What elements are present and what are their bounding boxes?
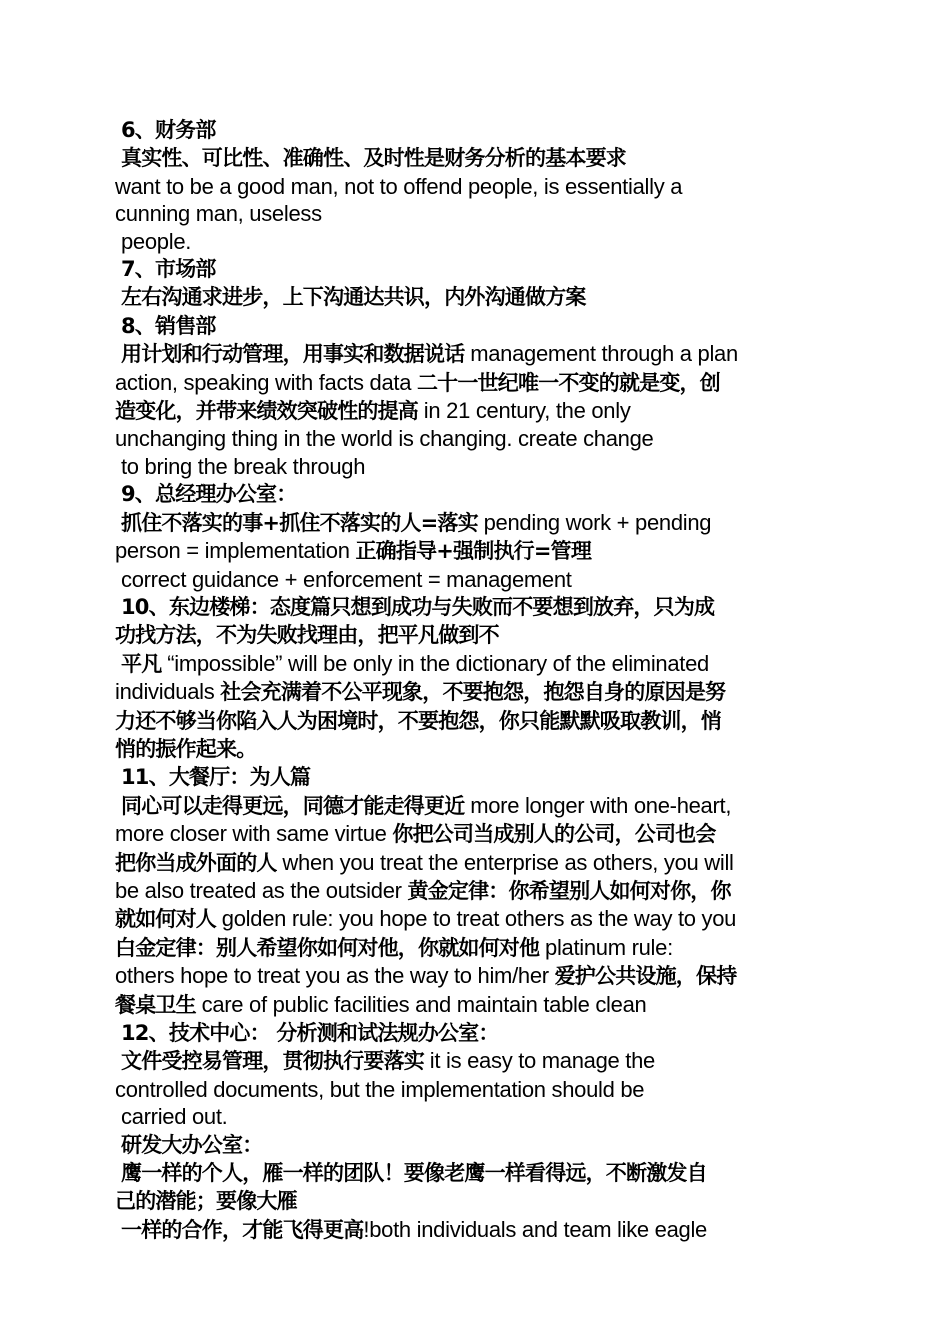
- text-segment: golden rule: you hope to treat others as the way to you: [216, 906, 737, 932]
- text-line: [115, 144, 840, 172]
- bold-text-segment: 同心可以走得更远，同德才能走得更近: [121, 793, 465, 818]
- bold-text-segment: 力还不够当你陷入人为困境时，不要抱怨，你只能默默吸取教训，悄: [115, 708, 721, 733]
- bold-text-segment: 己的潜能；要像大雁: [115, 1189, 297, 1214]
- text-segment: people.: [121, 228, 192, 254]
- bold-text-segment: 12、技术中心： 分析测和试法规办公室：: [121, 1021, 499, 1045]
- text-segment: platinum rule:: [539, 934, 673, 960]
- text-line: [115, 820, 840, 848]
- text-line: [115, 1216, 840, 1244]
- text-segment: cunning man, useless: [115, 201, 322, 227]
- text-line: [115, 1187, 840, 1215]
- bold-text-segment: 研发大办公室：: [121, 1132, 263, 1157]
- bold-text-segment: 9、总经理办公室：: [121, 482, 297, 507]
- bold-text-segment: 正确指导+强制执行=管理: [355, 539, 592, 564]
- bold-text-segment: 抓住不落实的事+抓住不落实的人=落实: [121, 510, 478, 535]
- text-line: [115, 425, 840, 452]
- text-segment: in 21 century, the only: [418, 398, 631, 424]
- text-line: [115, 200, 840, 227]
- text-segment: “impossible” will be only in the dictionary of the eliminated: [161, 650, 709, 676]
- text-line: [115, 509, 840, 537]
- bold-text-segment: 功找方法，不为失败找理由，把平凡做到不: [115, 623, 499, 648]
- bold-text-segment: 餐桌卫生: [115, 992, 196, 1017]
- text-line: [115, 116, 840, 144]
- text-segment: when you treat the enterprise as others, you will: [276, 849, 734, 875]
- bold-text-segment: 造变化，并带来绩效突破性的提高: [115, 399, 418, 424]
- text-segment: controlled documents, but the implementation should be: [115, 1076, 645, 1102]
- text-line: [115, 621, 840, 649]
- bold-text-segment: 10、东边楼梯：态度篇只想到成功与失败而不要想到放弃，只为成: [121, 594, 715, 619]
- text-segment: person = implementation: [115, 538, 356, 564]
- text-segment: pending work + pending: [477, 509, 712, 535]
- text-line: [115, 480, 840, 508]
- text-line: [115, 1159, 840, 1187]
- text-segment: be also treated as the outsider: [115, 877, 408, 903]
- text-line: [115, 707, 840, 735]
- text-line: [115, 397, 840, 425]
- text-line: [115, 735, 840, 763]
- text-segment: more longer with one-heart,: [464, 792, 732, 818]
- bold-text-segment: 二十一世纪唯一不变的就是变，创: [416, 370, 720, 395]
- text-segment: correct guidance + enforcement = management: [121, 566, 572, 592]
- bold-text-segment: 黄金定律：你希望别人如何对你，你: [407, 878, 731, 903]
- text-line: [115, 650, 840, 678]
- bold-text-segment: 文件受控易管理，贯彻执行要落实: [121, 1049, 424, 1074]
- document-page: [115, 116, 840, 1244]
- bold-text-segment: 一样的合作，才能飞得更高: [121, 1217, 364, 1242]
- text-segment: to bring the break through: [121, 453, 366, 479]
- text-line: [115, 312, 840, 340]
- bold-text-segment: 6、财务部: [121, 118, 216, 142]
- text-line: [115, 792, 840, 820]
- text-segment: individuals: [115, 679, 221, 705]
- text-line: [115, 566, 840, 593]
- text-segment: care of public facilities and maintain table clean: [195, 991, 647, 1017]
- bold-text-segment: 8、销售部: [121, 313, 216, 338]
- text-line: [115, 340, 840, 368]
- text-segment: more closer with same virtue: [115, 821, 393, 847]
- text-line: [115, 255, 840, 283]
- text-line: [115, 283, 840, 311]
- text-line: [115, 1103, 840, 1130]
- bold-text-segment: 平凡: [121, 651, 162, 676]
- text-segment: others hope to treat you as the way to him/her: [115, 963, 555, 989]
- bold-text-segment: 左右沟通求进步，上下沟通达共识，内外沟通做方案: [121, 285, 586, 310]
- bold-text-segment: 7、市场部: [121, 257, 216, 282]
- text-segment: action, speaking with facts data: [115, 369, 417, 395]
- text-line: [115, 173, 840, 200]
- bold-text-segment: 鹰一样的个人，雁一样的团队！要像老鹰一样看得远，不断激发自: [121, 1161, 707, 1186]
- text-line: [115, 593, 840, 621]
- text-line: [115, 905, 840, 933]
- text-line: [115, 991, 840, 1019]
- text-line: [115, 849, 840, 877]
- text-line: [115, 1019, 840, 1047]
- text-line: [115, 453, 840, 480]
- text-line: [115, 678, 840, 706]
- bold-text-segment: 爱护公共设施，保持: [554, 964, 737, 989]
- text-line: [115, 763, 840, 791]
- text-line: [115, 962, 840, 990]
- bold-text-segment: 社会充满着不公平现象，不要抱怨，抱怨自身的原因是努: [220, 680, 726, 705]
- bold-text-segment: 用计划和行动管理，用事实和数据说话: [121, 342, 465, 367]
- text-segment: want to be a good man, not to offend people, is essentially a: [115, 173, 683, 199]
- bold-text-segment: 就如何对人: [115, 907, 216, 932]
- text-line: [115, 369, 840, 397]
- bold-text-segment: 真实性、可比性、准确性、及时性是财务分析的基本要求: [121, 146, 626, 171]
- text-segment: unchanging thing in the world is changing. create change: [115, 426, 654, 452]
- text-line: [115, 934, 840, 962]
- text-line: [115, 228, 840, 255]
- text-line: [115, 1047, 840, 1075]
- text-segment: it is easy to manage the: [424, 1048, 655, 1074]
- text-line: [115, 1076, 840, 1103]
- text-line: [115, 1131, 840, 1159]
- bold-text-segment: 你把公司当成别人的公司，公司也会: [392, 822, 716, 847]
- text-line: [115, 877, 840, 905]
- bold-text-segment: 白金定律：别人希望你如何对他，你就如何对他: [115, 935, 540, 960]
- text-segment: management through a plan: [464, 341, 738, 367]
- bold-text-segment: 悄的振作起来。: [115, 736, 257, 761]
- bold-text-segment: 把你当成外面的人: [115, 850, 277, 875]
- text-segment: carried out.: [121, 1104, 228, 1130]
- bold-text-segment: 11、大餐厅：为人篇: [121, 765, 311, 790]
- text-segment: !both individuals and team like eagle: [363, 1216, 707, 1242]
- text-line: [115, 537, 840, 565]
